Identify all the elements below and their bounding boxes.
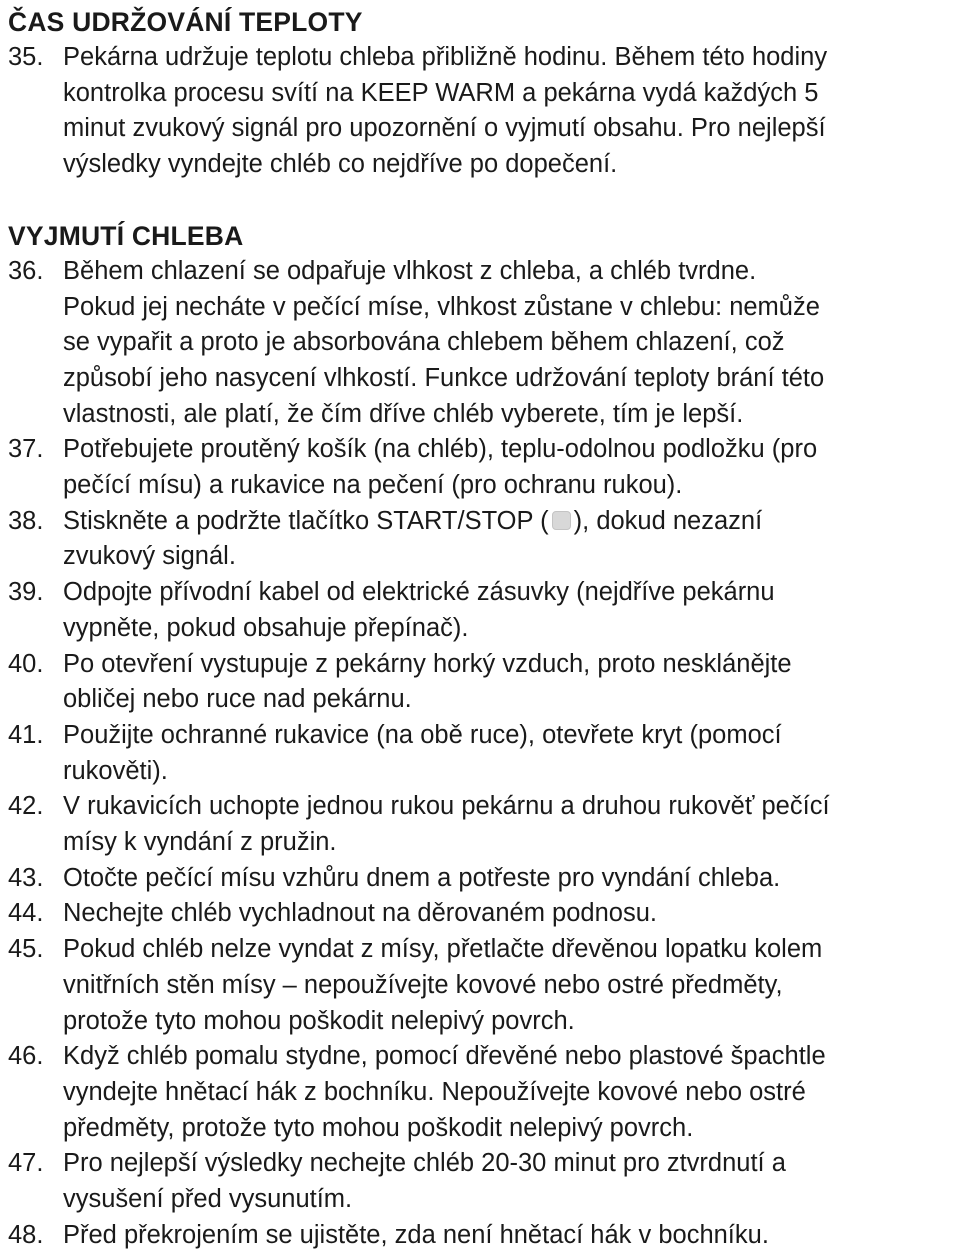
item-number: 39.	[8, 578, 44, 607]
item-text-after-icon: ), dokud nezazní zvukový signál.	[63, 506, 763, 571]
item-number: 45.	[8, 935, 44, 964]
item-number: 35.	[8, 43, 44, 71]
list-item	[8, 896, 956, 932]
section-keep-warm	[8, 4, 956, 183]
item-text: V rukavicích uchopte jednou rukou pekárnu a druhou rukověť pečící mísy k vyndání z pružin.	[63, 792, 830, 857]
item-text: Pro nejlepší výsledky nechejte chléb 20-30 minut pro ztvrdnutí a vysušení před vysunutím.	[63, 1149, 786, 1214]
list-item	[8, 575, 956, 646]
list-item	[8, 861, 956, 897]
item-number: 43.	[8, 863, 44, 892]
item-text: Použijte ochranné rukavice (na obě ruce), otevřete kryt (pomocí rukověti).	[63, 720, 782, 785]
item-number: 36.	[8, 256, 44, 285]
item-text: Odpojte přívodní kabel od elektrické zásuvky (nejdříve pekárnu vypněte, pokud obsahuje přepínač).	[63, 578, 775, 642]
list-item	[8, 1039, 956, 1146]
item-text-before-icon: Stiskněte a podržte tlačítko START/STOP (	[63, 506, 549, 535]
list-item	[8, 647, 956, 718]
list-item	[8, 254, 956, 433]
item-number: 47.	[8, 1149, 44, 1178]
item-text: Před překrojením se ujistěte, zda není hnětací hák v bochníku.	[63, 1220, 769, 1249]
list-item	[8, 504, 956, 575]
list-item	[8, 432, 956, 503]
item-text: Po otevření vystupuje z pekárny horký vzduch, proto nesklánějte obličej nebo ruce nad pekárnu.	[63, 649, 792, 714]
item-text: Potřebujete proutěný košík (na chléb), teplu-odolnou podložku (pro pečící mísu) a rukavice na pečení (pro ochranu rukou).	[63, 435, 818, 500]
item-text: Nechejte chléb vychladnout na děrovaném podnosu.	[63, 899, 657, 928]
item-text: Během chlazení se odpařuje vlhkost z chleba, a chléb tvrdne. Pokud jej necháte v pečící míse, vlhkost zůstane v chlebu: nemůže se vypařit a proto je absorbována chlebem během chlazení, což způsobí jeho nasycení vlhkostí. Funkce udržování teploty brání této vlastnosti, ale platí, že čím dříve chléb vyberete, tím je lepší.	[63, 256, 825, 428]
item-number: 40.	[8, 649, 44, 678]
section-heading: ČAS UDRŽOVÁNÍ TEPLOTY	[8, 7, 363, 37]
list-item	[8, 932, 956, 1039]
item-number: 42.	[8, 792, 44, 821]
list-item	[8, 1218, 956, 1254]
item-number: 38.	[8, 506, 44, 535]
item-number: 48.	[8, 1220, 44, 1249]
item-number: 41.	[8, 720, 44, 749]
list-item	[8, 1146, 956, 1217]
list-item	[8, 718, 956, 789]
item-number: 37.	[8, 435, 44, 464]
list-item	[8, 40, 956, 183]
item-text: Pekárna udržuje teplotu chleba přibližně hodinu. Během této hodiny kontrolka procesu svítí na KEEP WARM a pekárna vydá každých 5 minut zvukový signál pro upozornění o vyjmutí obsahu. Pro nejlepší výsledky vyndejte chléb co nejdříve po dopečení.	[63, 43, 828, 179]
start-stop-button-icon	[552, 511, 571, 530]
manual-page	[8, 4, 956, 1254]
item-text	[63, 504, 956, 575]
item-text: Když chléb pomalu stydne, pomocí dřevěné nebo plastové špachtle vyndejte hnětací hák z bochníku. Nepoužívejte kovové nebo ostré předměty, protože tyto mohou poškodit nelepivý povrch.	[63, 1042, 826, 1142]
section-bread-removal	[8, 218, 956, 1254]
item-text: Otočte pečící mísu vzhůru dnem a potřeste pro vyndání chleba.	[63, 863, 781, 892]
item-number: 44.	[8, 899, 44, 928]
item-number: 46.	[8, 1042, 44, 1071]
item-text: Pokud chléb nelze vyndat z mísy, přetlačte dřevěnou lopatku kolem vnitřních stěn mísy – nepoužívejte kovové nebo ostré předměty, protože tyto mohou poškodit nelepivý povrch.	[63, 935, 823, 1035]
section-heading: VYJMUTÍ CHLEBA	[8, 220, 244, 251]
list-item	[8, 789, 956, 860]
